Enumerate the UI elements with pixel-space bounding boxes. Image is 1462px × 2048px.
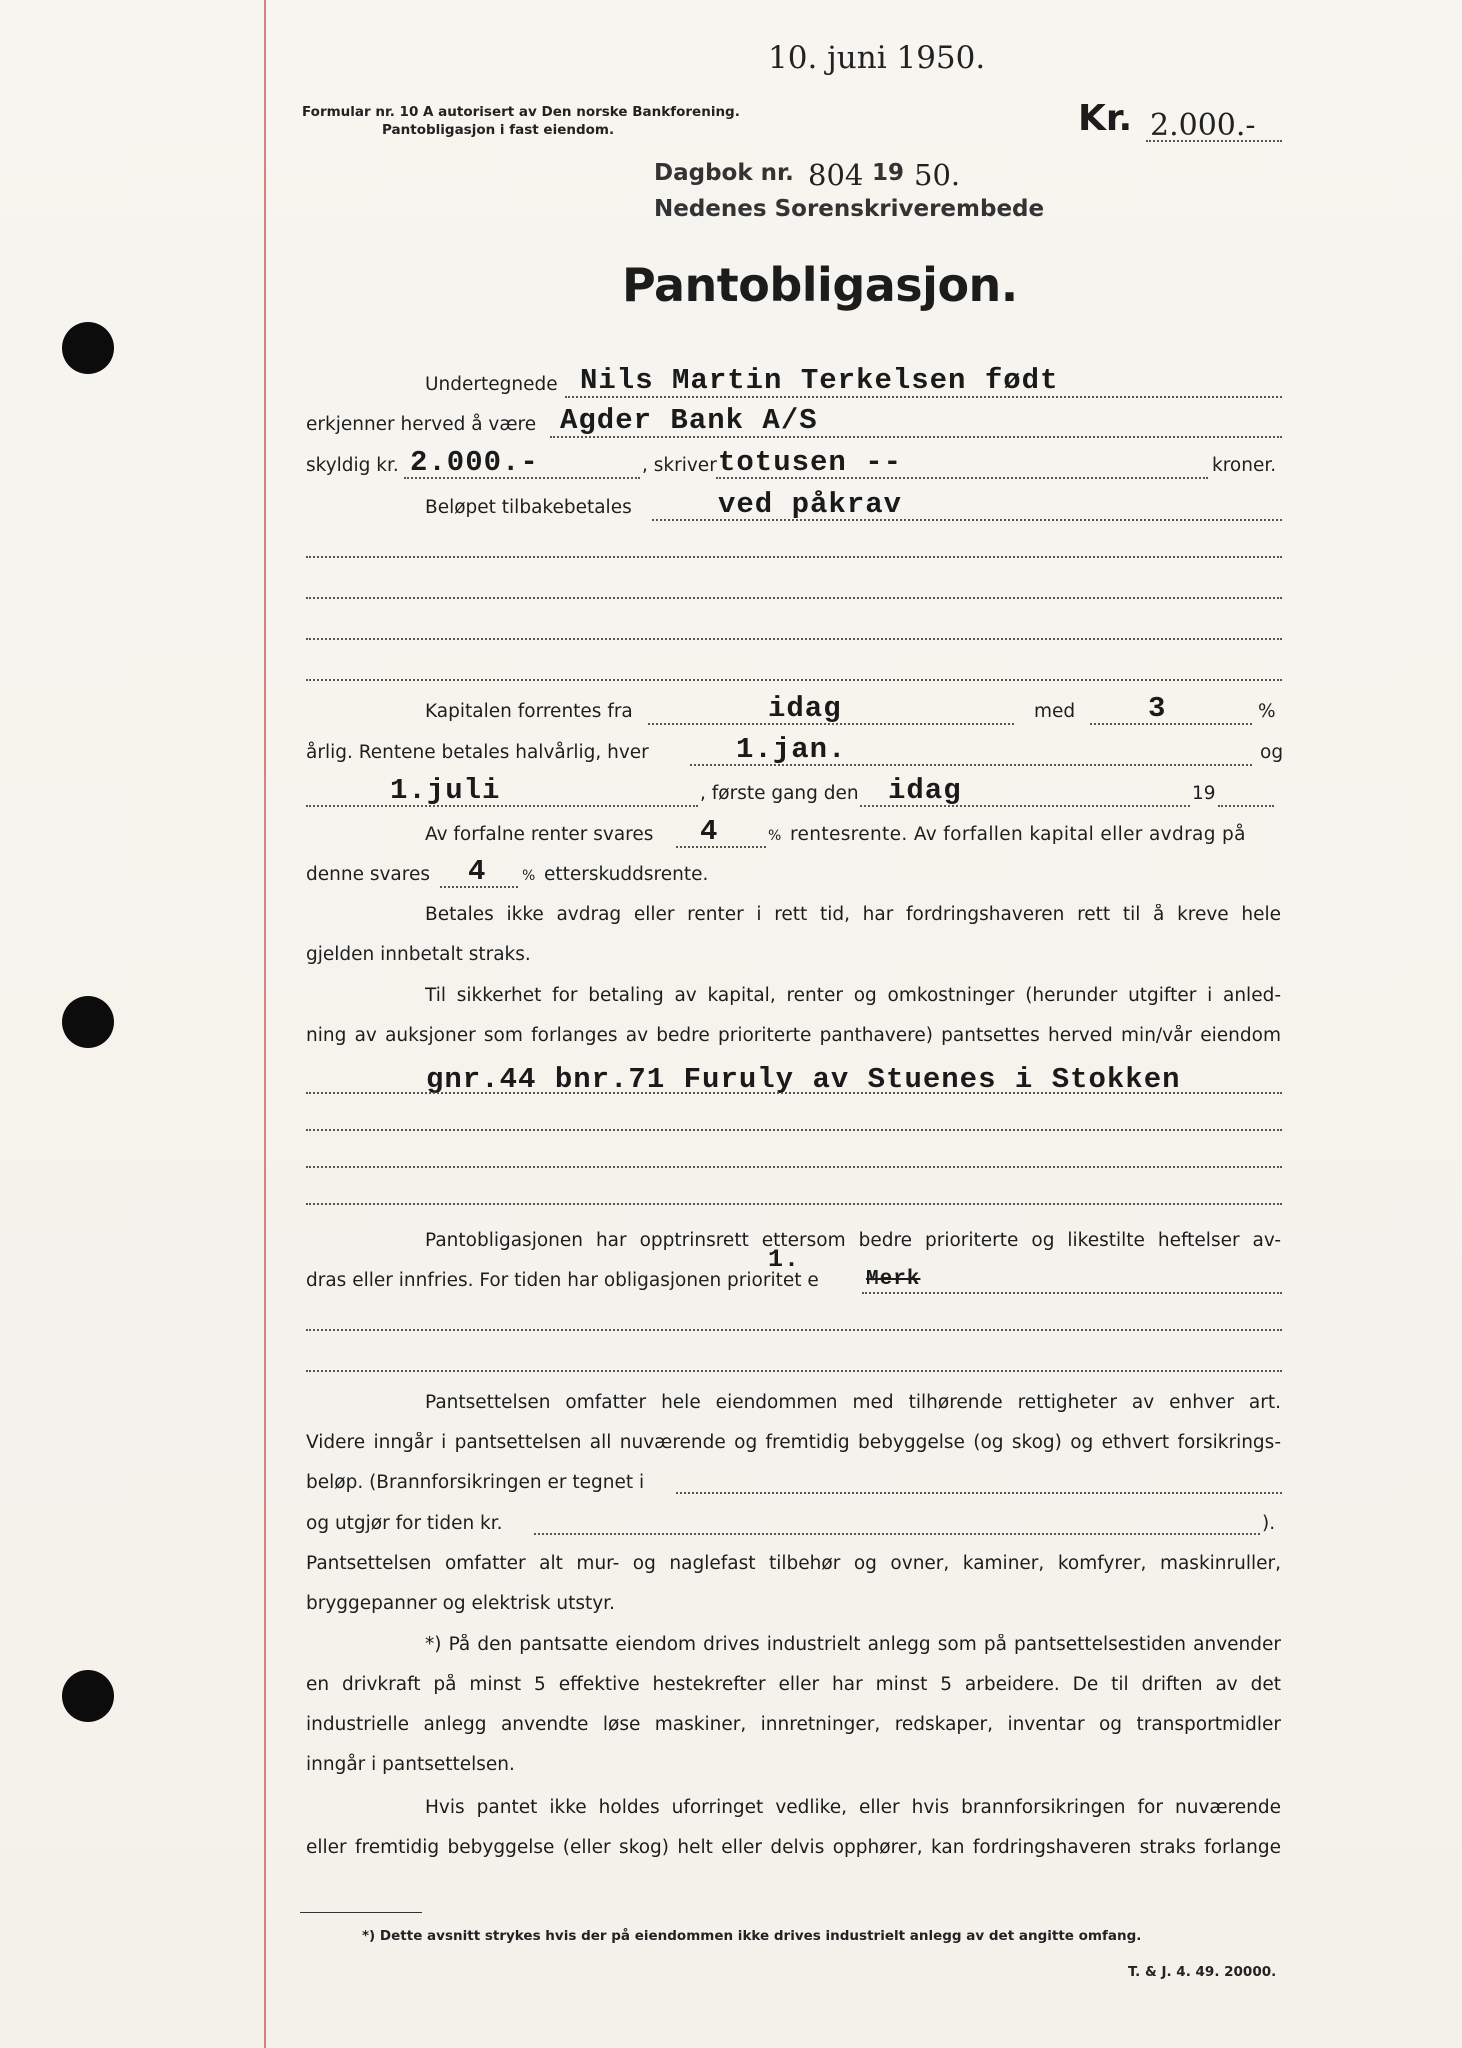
med-label: med [1034,701,1076,722]
betales-line2: gjelden innbetalt straks. [306,944,531,965]
prioritet-value: 1. [768,1245,801,1274]
forfalne-line [676,846,766,848]
betales-line1: Betales ikke avdrag eller renter i rett tid, har fordringshaveren rett til å kreve hele [425,904,1281,925]
erkjenner-value: Agder Bank A/S [560,404,818,437]
dagbok-year-prefix: 19 [872,160,905,186]
hvis-line2: eller fremtidig bebyggelse (eller skog) helt eller delvis opphører, kan fordringshaveren straks forlange [306,1837,1281,1858]
skriver-line [716,477,1208,479]
belopet-value: ved påkrav [718,488,903,521]
erkjenner-line [550,436,1282,438]
denne-pct: % [522,868,536,884]
omfatter-line5: Pantsettelsen omfatter alt mur- og naglefast tilbehør og ovner, kaminer, komfyrer, maskinruller, [306,1553,1281,1574]
belopet-line [652,519,1282,521]
year-line [1218,805,1274,807]
skriver-label: , skriver [642,455,717,476]
blank-line [306,556,1282,558]
handwritten-date: 10. juni 1950. [768,40,986,76]
blank-line [306,1166,1282,1168]
kapitalen-line [648,723,1014,725]
denne-line [440,886,518,888]
property-line [306,1092,1282,1094]
omfatter-line1: Pantsettelsen omfatter hele eiendommen med tilhørende rettigheter av enhver art. [425,1392,1281,1413]
dagbok-number: 804 [808,158,864,192]
skriver-value: totusen -- [718,446,903,479]
form-note-line2: Pantobligasjon i fast eiendom. [382,122,615,138]
prioritet-line [862,1292,1282,1294]
til-line2: ning av auksjoner som forlanges av bedre prioriterte panthavere) pantsettes herved min/vår eiendom [306,1025,1281,1046]
panto-line2: dras eller innfries. For tiden har obligasjonen prioritet e [306,1270,819,1291]
aarlig-label: årlig. Rentene betales halvårlig, hver [306,742,649,763]
blank-line [306,1370,1282,1372]
med-line [1090,723,1252,725]
denne-value: 4 [468,855,487,888]
omfatter-line4-end: ). [1262,1513,1276,1534]
forste-gang-line [860,805,1190,807]
og-label: og [1260,742,1284,763]
footnote-rule [300,1912,422,1913]
blank-line [306,679,1282,681]
punch-hole [62,996,114,1048]
punch-hole [62,322,114,374]
kapitalen-label: Kapitalen forrentes fra [425,701,633,722]
amount-line [1146,140,1282,142]
skyldig-value: 2.000.- [410,446,539,479]
drives-line4: inngår i pantsettelsen. [306,1754,515,1775]
margin-line [264,0,266,2048]
forfalne-rest: rentesrente. Av forfallen kapital eller avdrag på [790,824,1246,845]
panto-line1: Pantobligasjonen har opptrinsrett ettersom bedre prioriterte og likestilte heftelser av- [425,1230,1281,1251]
belopet-label: Beløpet tilbakebetales [425,497,632,518]
drives-line1: *) På den pantsatte eiendom drives industrielt anlegg som på pantsettelsestiden anvender [425,1634,1281,1655]
skyldig-label: skyldig kr. [306,455,399,476]
document-title: Pantobligasjon. [622,258,1018,312]
denne-rest: etterskuddsrente. [544,864,709,885]
blank-line [306,597,1282,599]
forfalne-value: 4 [700,815,719,848]
percent-sign: % [1258,701,1276,722]
aarlig-value: 1.jan. [736,733,847,766]
skyldig-line [404,477,640,479]
omfatter-line2: Videre inngår i pantsettelsen all nuværende og fremtidig bebyggelse (og skog) og ethvert forsikrings- [306,1432,1281,1453]
amount-value: 2.000.- [1150,108,1256,143]
blank-line [306,1203,1282,1205]
punch-hole [62,1670,114,1722]
blank-line [306,638,1282,640]
form-note-line1: Formular nr. 10 A autorisert av Den norske Bankforening. [302,104,740,120]
forfalne-pct: % [768,828,782,844]
utgjor-line [534,1533,1260,1535]
office-stamp: Nedenes Sorenskriverembede [654,196,1045,222]
til-line1: Til sikkerhet for betaling av kapital, renter og omkostninger (herunder utgifter i anled- [425,985,1281,1006]
forste-gang-label: , første gang den [700,783,859,804]
med-value: 3 [1148,692,1167,725]
forfalne-label: Av forfalne renter svares [425,824,654,845]
juli-line [306,805,698,807]
printer-mark: T. & J. 4. 49. 20000. [1128,1964,1277,1980]
omfatter-line6: bryggepanner og elektrisk utstyr. [306,1593,615,1614]
kroner-label: kroner. [1212,455,1277,476]
drives-line3: industrielle anlegg anvendte løse maskiner, innretninger, redskaper, inventar og transportmidler [306,1714,1281,1735]
forste-gang-value: idag [888,774,962,807]
dagbok-year: 50. [914,158,961,192]
undertegnede-line [565,396,1282,398]
omfatter-line4: og utgjør for tiden kr. [306,1513,503,1534]
property-value: gnr.44 bnr.71 Furuly av Stuenes i Stokken [426,1063,1181,1096]
juli-value: 1.juli [390,774,501,807]
undertegnede-label: Undertegnede [425,374,558,395]
struck-text: Merk [866,1268,921,1291]
kapitalen-value: idag [768,692,842,725]
undertegnede-value: Nils Martin Terkelsen født [580,364,1059,397]
denne-label: denne svares [306,864,430,885]
footnote: *) Dette avsnitt strykes hvis der på eiendommen ikke drives industrielt anlegg av det angitte omfang. [362,1928,1142,1944]
omfatter-line3: beløp. (Brannforsikringen er tegnet i [306,1472,645,1493]
brann-line [676,1492,1282,1494]
amount-label: Kr. [1078,98,1133,139]
blank-line [306,1129,1282,1131]
nineteen-label: 19 [1192,783,1216,804]
blank-line [306,1329,1282,1331]
erkjenner-label: erkjenner herved å være [306,414,537,435]
drives-line2: en drivkraft på minst 5 effektive hestekrefter eller har minst 5 arbeidere. De til driften av det [306,1674,1281,1695]
hvis-line1: Hvis pantet ikke holdes uforringet vedlike, eller hvis brannforsikringen for nuværende [425,1797,1281,1818]
dagbok-label: Dagbok nr. [654,160,794,186]
aarlig-line [690,764,1252,766]
